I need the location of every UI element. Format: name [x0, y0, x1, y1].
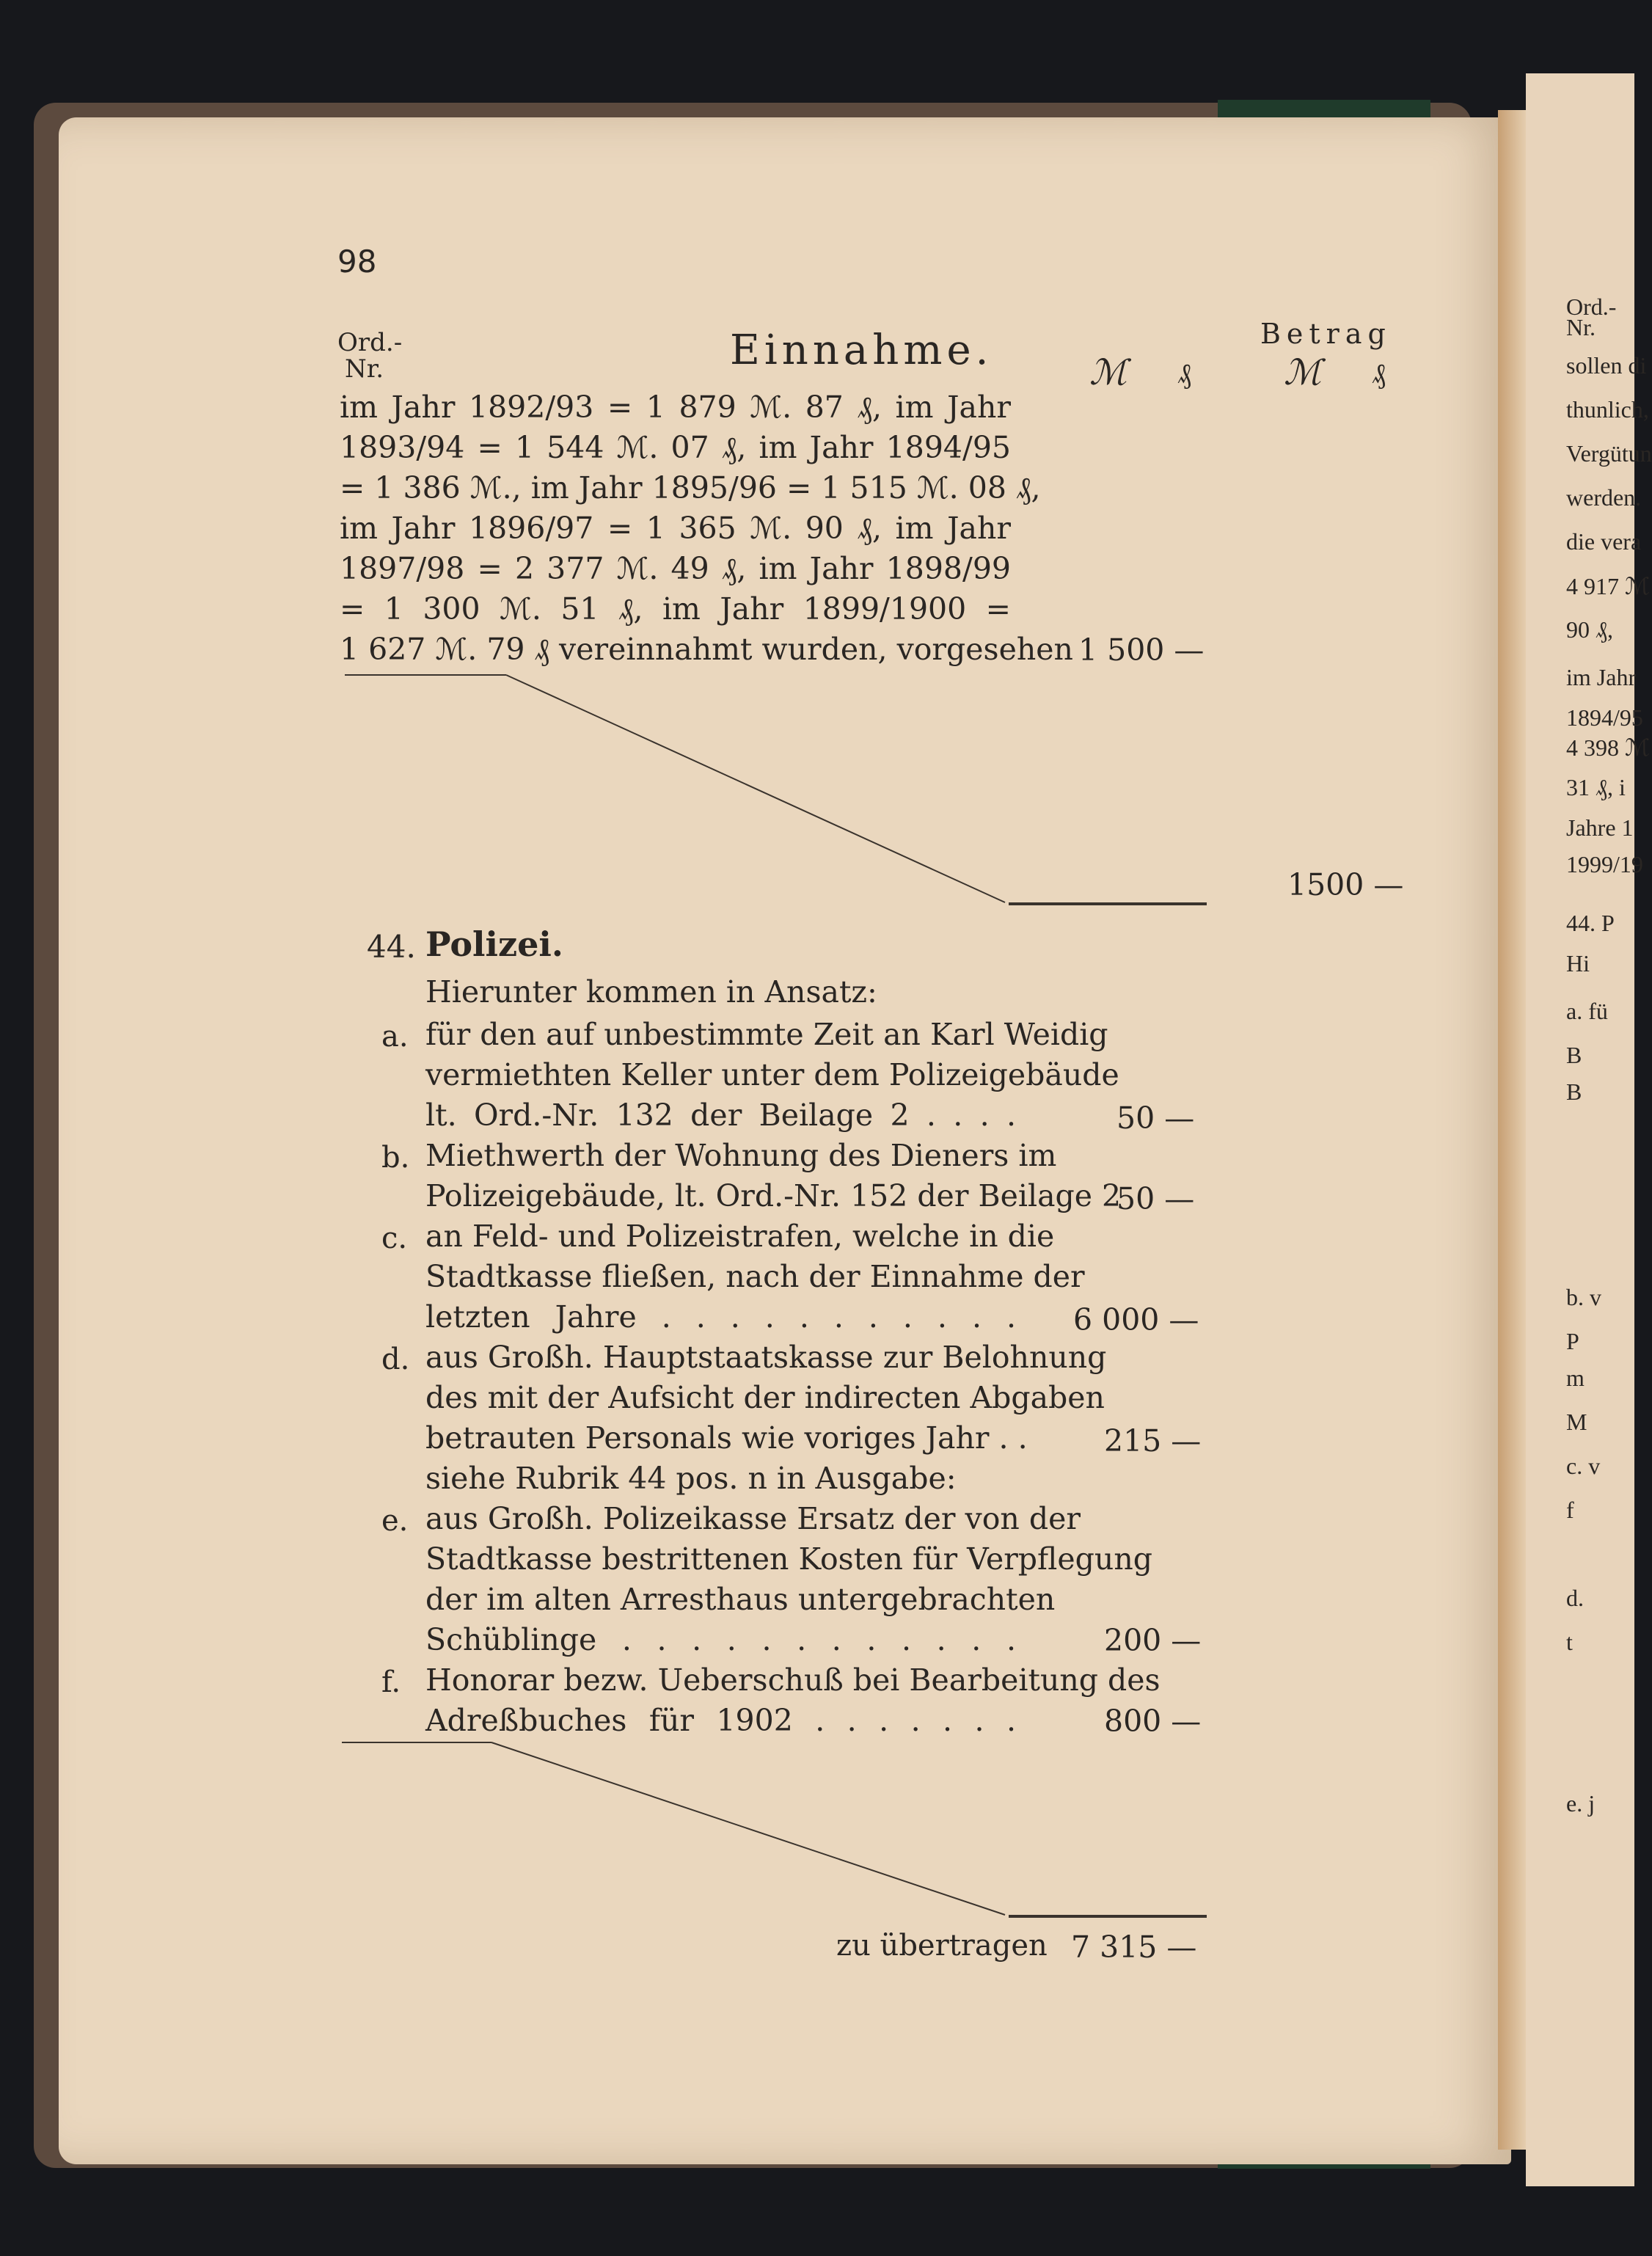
right-page-fragment-line: d. [1566, 1585, 1584, 1611]
item-line: Miethwerth der Wohnung des Dieners im [425, 1138, 1057, 1173]
betrag-header: Betrag [1260, 318, 1392, 350]
item-line: vermiethten Keller unter dem Polizeigebäude [425, 1057, 1119, 1092]
intro-line: im Jahr 1896/97 = 1 365 ℳ. 90 ₰, im Jahr [340, 511, 1011, 546]
item-line: an Feld- und Polizeistrafen, welche in die [425, 1219, 1055, 1254]
item-letter: f. [381, 1665, 401, 1699]
right-page-fragment-line: M [1566, 1409, 1587, 1435]
right-page-fragment-line: m [1566, 1365, 1585, 1391]
item-letter: a. [381, 1020, 409, 1054]
right-page-fragment-line: 1999/19 [1566, 851, 1643, 877]
right-page-fragment-line: a. fü [1566, 998, 1608, 1024]
section-title: Polizei. [425, 924, 563, 964]
item-line: für den auf unbestimmte Zeit an Karl Weidig [425, 1017, 1108, 1052]
right-page-fragment-line: B [1566, 1078, 1582, 1105]
item-line: lt. Ord.-Nr. 132 der Beilage 2 . . . . [425, 1098, 1016, 1133]
right-page-fragment-line: thunlich, [1566, 396, 1649, 423]
right-page-fragment-line: Ord.- [1566, 293, 1617, 320]
intro-amount: 1 500 — [1078, 632, 1205, 668]
right-page-fragment-line: c. v [1566, 1453, 1601, 1479]
item-line: siehe Rubrik 44 pos. n in Ausgabe: [425, 1461, 957, 1496]
item-amount: 50 — [1116, 1181, 1195, 1216]
carry-forward-label: zu übertragen [836, 1929, 1048, 1963]
right-page-fragment-line: Hi [1566, 950, 1590, 976]
ord-label: Ord.- [337, 328, 403, 357]
rule-diagonal [506, 675, 1005, 902]
item-amount: 800 — [1104, 1704, 1202, 1739]
item-line: aus Großh. Polizeikasse Ersatz der von der [425, 1501, 1081, 1536]
intro-line: 1897/98 = 2 377 ℳ. 49 ₰, im Jahr 1898/99 [340, 551, 1011, 586]
item-line: betrauten Personals wie voriges Jahr . . [425, 1420, 1028, 1456]
nr-label: Nr. [345, 354, 384, 384]
section-43-total: 1500 — [1287, 867, 1404, 902]
right-page-fragment-line: b. v [1566, 1284, 1601, 1310]
right-page-fragment-line: die vera [1566, 528, 1642, 555]
right-page-fragment-line: 31 ₰, i [1566, 774, 1626, 800]
item-letter: e. [381, 1504, 409, 1538]
right-page-fragment-line: f [1566, 1497, 1574, 1523]
item-amount: 215 — [1104, 1423, 1202, 1459]
item-line: des mit der Aufsicht der indirecten Abgaben [425, 1380, 1105, 1415]
section-number: 44. [367, 929, 416, 965]
pfennig-column-header: ₰ [1177, 357, 1191, 390]
item-letter: b. [381, 1141, 410, 1175]
right-page-fragment-line: 90 ₰, [1566, 616, 1613, 643]
item-line: Stadtkasse bestrittenen Kosten für Verpflegung [425, 1541, 1152, 1577]
item-line: aus Großh. Hauptstaatskasse zur Belohnung [425, 1340, 1107, 1375]
right-page-fragment-line: Jahre 1 [1566, 814, 1634, 841]
right-page-fragment-line: 4 398 ℳ [1566, 734, 1651, 761]
carry-forward-amount: 7 315 — [1071, 1930, 1197, 1965]
intro-line: im Jahr 1892/93 = 1 879 ℳ. 87 ₰, im Jahr [340, 390, 1011, 425]
betrag-mark-header: ℳ [1284, 352, 1322, 393]
right-page-fragment-line: 44. P [1566, 910, 1615, 936]
mark-column-header: ℳ [1089, 352, 1127, 393]
betrag-pfennig-header: ₰ [1372, 357, 1386, 390]
section-subtitle: Hierunter kommen in Ansatz: [425, 974, 877, 1010]
intro-line: 1 627 ℳ. 79 ₰ vereinnahmt wurden, vorgesehen [340, 632, 1073, 667]
item-line: Honorar bezw. Ueberschuß bei Bearbeitung des [425, 1662, 1161, 1698]
item-amount: 6 000 — [1073, 1302, 1199, 1337]
item-line: Schüblinge . . . . . . . . . . . . [425, 1622, 1016, 1657]
item-line: Stadtkasse fließen, nach der Einnahme der [425, 1259, 1085, 1294]
item-line: Adreßbuches für 1902 . . . . . . . [425, 1703, 1016, 1738]
right-page-fragment-line: e. j [1566, 1790, 1596, 1817]
intro-line: = 1 386 ℳ., im Jahr 1895/96 = 1 515 ℳ. 08 ₰, [340, 470, 1041, 505]
page-title: Einnahme. [730, 326, 993, 374]
item-letter: d. [381, 1343, 410, 1376]
item-line: der im alten Arresthaus untergebrachten [425, 1582, 1056, 1617]
right-page-fragment-line: im Jahr [1566, 664, 1637, 690]
right-page-fragment-line: sollen di [1566, 352, 1647, 379]
right-page-fragment-line: Vergütun [1566, 440, 1652, 467]
right-page-fragment-line: Nr. [1566, 314, 1596, 340]
right-page-fragment-line: P [1566, 1328, 1579, 1354]
right-page-fragment-line: werden. [1566, 484, 1642, 511]
right-page-fragment-line: 1894/95 [1566, 704, 1643, 731]
item-amount: 50 — [1116, 1100, 1195, 1136]
rule-diagonal [491, 1742, 1005, 1915]
right-page-fragment-line: B [1566, 1042, 1582, 1068]
right-page-fragment-line: t [1566, 1629, 1573, 1655]
item-letter: c. [381, 1222, 408, 1255]
item-line: letzten Jahre . . . . . . . . . . . [425, 1299, 1016, 1335]
intro-line: = 1 300 ℳ. 51 ₰, im Jahr 1899/1900 = [340, 591, 1011, 627]
right-page-fragment-line: 4 917 ℳ [1566, 573, 1651, 599]
page-number: 98 [337, 244, 377, 280]
item-line: Polizeigebäude, lt. Ord.-Nr. 152 der Beilage 2 [425, 1178, 1122, 1213]
item-amount: 200 — [1104, 1623, 1202, 1658]
intro-line: 1893/94 = 1 544 ℳ. 07 ₰, im Jahr 1894/95 [340, 430, 1011, 465]
